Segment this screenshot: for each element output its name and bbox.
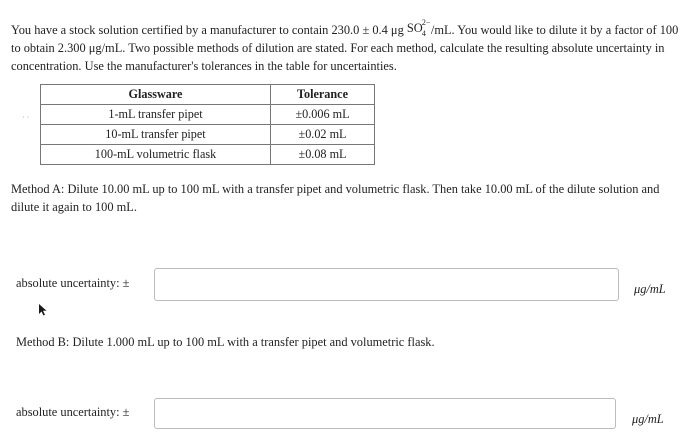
method-b-uncertainty-input[interactable] — [154, 398, 616, 429]
tolerance-cell: ±0.08 mL — [271, 145, 375, 165]
ion-base: SO — [406, 21, 423, 35]
stray-mark: · · — [22, 113, 30, 122]
tolerance-cell: ±0.02 mL — [271, 125, 375, 145]
glassware-cell: 1-mL transfer pipet — [41, 105, 271, 125]
problem-statement — [11, 20, 681, 75]
method-a-uncertainty-label: absolute uncertainty: ± — [16, 276, 130, 290]
table-row — [41, 125, 375, 145]
problem-text-part2: /mL. You would like to dilute it by a factor of 100 to obtain 2.300 μg/mL. Two possible methods of dilution are stated. For each method, calculate the resulting absolute uncertainty in concentration. Use the manufacturer's tolerances in the table for uncertainties. — [11, 23, 679, 73]
header-glassware: Glassware — [41, 85, 271, 105]
tolerance-table — [40, 84, 375, 165]
ion-charge: 2− — [421, 18, 431, 27]
mouse-cursor-icon — [36, 303, 48, 317]
method-b-uncertainty-label: absolute uncertainty: ± — [16, 405, 130, 419]
glassware-cell: 100-mL volumetric flask — [41, 145, 271, 165]
method-a-text: Method A: Dilute 10.00 mL up to 100 mL with a transfer pipet and volumetric flask. Then take 10.00 mL of the dilute solution and dilute it again to 100 mL. — [11, 182, 660, 214]
sulfate-ion — [406, 18, 431, 38]
table-header-row — [41, 85, 375, 105]
table-row — [41, 105, 375, 125]
glassware-cell: 10-mL transfer pipet — [41, 125, 271, 145]
method-a-unit: μg/mL — [634, 282, 666, 296]
method-a-uncertainty-input[interactable] — [154, 268, 619, 301]
table-row — [41, 145, 375, 165]
method-b-text: Method B: Dilute 1.000 mL up to 100 mL with a transfer pipet and volumetric flask. — [16, 335, 435, 349]
header-tolerance: Tolerance — [271, 85, 375, 105]
method-b-unit: μg/mL — [632, 412, 664, 426]
ion-subscript: 4 — [421, 29, 426, 38]
problem-text-part1: You have a stock solution certified by a manufacturer to contain 230.0 ± 0.4 μg — [11, 23, 404, 37]
tolerance-cell: ±0.006 mL — [271, 105, 375, 125]
